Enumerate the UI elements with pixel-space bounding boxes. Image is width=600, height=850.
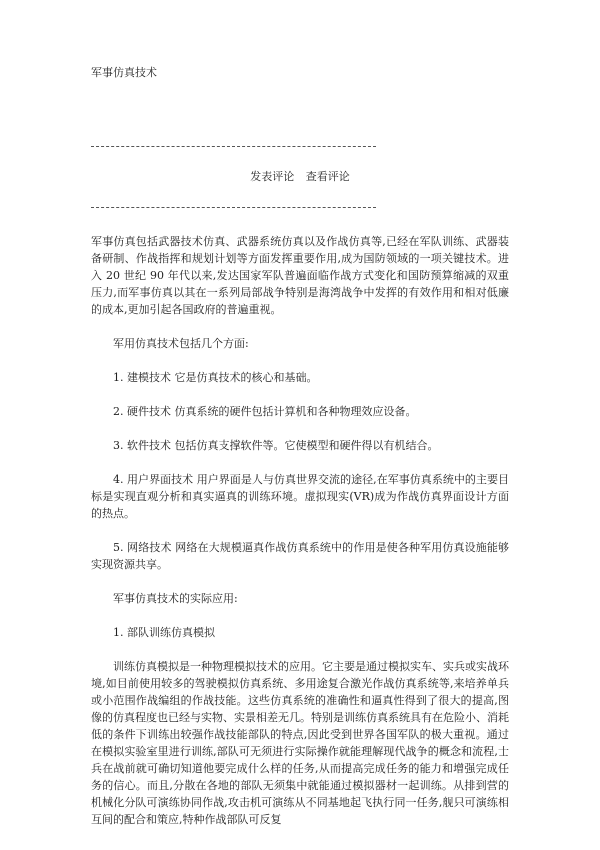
paragraph-training: 训练仿真模拟是一种物理模拟技术的应用。它主要是通过模拟实车、实兵或实战环境,如目前使用较多的驾驶模拟仿真系统、多用途复合激光作战仿真系统等,来培养单兵或小范围作战编组的作战技能。这些仿真系统的准确性和逼真性得到了很大的提高,图像的仿真程度也已经与实物、实景相差无几。特别是训练仿真系统具有在危险小、消耗低的条件下训练出较强作战技能部队的特点,因此受到世界各国军队的极大重视。通过在模拟实验室里进行训练,部队可无须进行实际操作就能理解现代战争的概念和流程,士兵在战前就可确切知道他要完成什么样的任务,从而提高完成任务的能力和增强完成任务的信心。而且,分散在各地的部队无须集中就能通过模拟器材一起训练。从排到营的机械化分队可演练协同作战,攻击机可演练从不同基地起飞执行同一任务,舰只可演练相互间的配合和策应,特种作战部队可反复 [91,660,509,826]
subheading-training: 1. 部队训练仿真模拟 [113,626,215,639]
paragraph-aspects-heading: 军用仿真技术包括几个方面: [113,337,249,350]
document-title: 军事仿真技术 [91,66,157,79]
article-body [91,233,509,828]
paragraph-applications-heading: 军事仿真技术的实际应用: [113,592,238,605]
list-item-network: 5. 网络技术 网络在大规模逼真作战仿真系统中的作用是使各种军用仿真设施能够实现资源共享。 [91,541,509,571]
separator-top [91,146,376,148]
post-comment-link[interactable]: 发表评论 [250,170,295,183]
paragraph-intro: 军事仿真包括武器技术仿真、武器系统仿真以及作战仿真等,已经在军队训练、武器装备研制、作战指挥和规划计划等方面发挥重要作用,成为国防领域的一项关键技术。进入 20 世纪 90 年代以来,发达国家军队普遍面临作战方式变化和国防预算缩减的双重压力,而军事仿真以其在一系列局部战争特别是海湾战争中发挥的有效作用和相对低廉的成本,更加引起各国政府的普遍重视。 [91,235,509,316]
comment-links [0,168,600,184]
separator-bottom [91,207,376,209]
view-comments-link[interactable]: 查看评论 [305,170,350,183]
list-item-ui: 4. 用户界面技术 用户界面是人与仿真世界交流的途径,在军事仿真系统中的主要目标是实现直观分析和真实逼真的训练环境。虚拟现实(VR)成为作战仿真界面设计方面的热点。 [91,473,509,520]
list-item-software: 3. 软件技术 包括仿真支撑软件等。它使模型和硬件得以有机结合。 [113,439,439,452]
list-item-modeling: 1. 建模技术 它是仿真技术的核心和基础。 [113,371,318,384]
list-item-hardware: 2. 硬件技术 仿真系统的硬件包括计算机和各种物理效应设备。 [113,405,417,418]
